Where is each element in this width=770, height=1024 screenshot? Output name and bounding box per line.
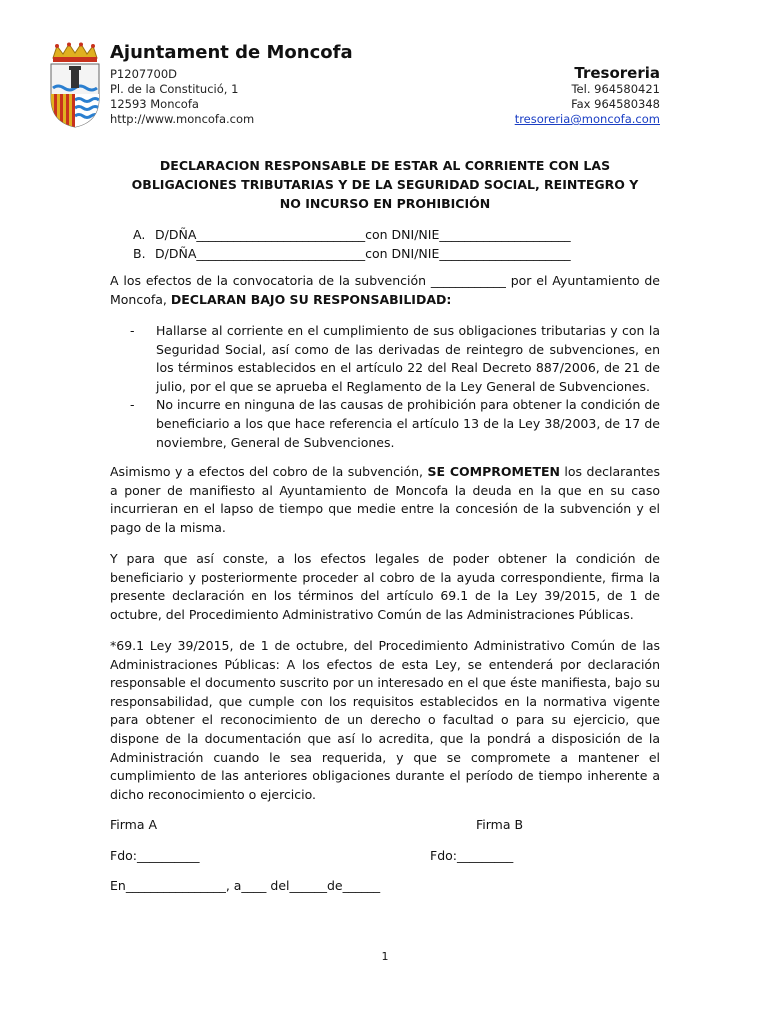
declarant-letter: B. [133,246,146,261]
declarants-list [133,225,571,263]
signature-label-a: Firma A [110,817,158,832]
place-date-field[interactable]: En________________, a____ del______de______ [110,878,381,893]
declaration-bullets [130,322,660,452]
title-line-1: DECLARACION RESPONSABLE DE ESTAR AL CORRIENTE CON LAS [159,158,611,173]
footnote-paragraph: *69.1 Ley 39/2015, de 1 de octubre, del Procedimiento Administrativo Común de las Administraciones Públicas: A los efectos de esta Ley, se entenderá por declaración responsable el documento suscrito por un interesado en el que éste manifiesta, bajo su responsabilidad, que cumple con los requisitos establecidos en la normativa vigente para obtener el reconocimiento de un derecho o facultad o para su ejercicio, que dispone de la documentación que así lo acredita, que la pondrá a disposición de la Administración cuando le sea requerida, y que se compromete a mantener el cumplimiento de las anteriores obligaciones durante el período de tiempo inherente a dicho reconocimiento o ejercicio. [110,638,660,802]
bullet-text: Hallarse al corriente en el cumplimiento de sus obligaciones tributarias y con la Seguridad Social, así como de las derivadas de reintegro de subvenciones, en los términos establecidos en el artículo 22 del Real Decreto 887/2006, de 21 de julio, por el que se aprueba el Reglamento de la Ley General de Subvenciones. [156,323,660,394]
org-street: Pl. de la Constitució, 1 [110,82,239,96]
dept-fax: Fax 964580348 [571,97,660,111]
commitment-after: los declarantes a poner de manifiesto al Ayuntamiento de Moncofa la deuda en la que en su caso incurrieran en el lapso de tiempo que medie entre la concesión de la subvención y el pago de la misma. [110,464,660,535]
declarant-b [133,244,571,263]
intro-declaration: DECLARAN BAJO SU RESPONSABILIDAD: [170,291,452,307]
org-website-link[interactable]: http://www.moncofa.com [110,112,255,126]
bullet-dash: - [130,323,135,338]
commitment-paragraph [110,463,660,537]
declarant-a [133,225,571,244]
declarant-field[interactable]: D/DÑA___________________________con DNI/NIE_____________________ [155,227,571,242]
department-name: Tresoreria [574,64,660,82]
organization-name: Ajuntament de Moncofa [110,42,353,63]
title-line-2: OBLIGACIONES TRIBUTARIAS Y DE LA SEGURIDAD SOCIAL, REINTEGRO Y [131,177,639,192]
closing-paragraph: Y para que así conste, a los efectos legales de poder obtener la condición de beneficiario y posteriormente proceder al cobro de la ayuda correspondiente, firma la presente declaración en los términos del artículo 69.1 de la Ley 39/2015, de 1 de octubre, del Procedimiento Administrativo Común de las Administraciones Públicas. [110,551,660,622]
intro-text: A los efectos de la convocatoria de la subvención ____________ por el Ayuntamiento de Moncofa, [110,273,660,307]
bullet-text: No incurre en ninguna de las causas de prohibición para obtener la condición de beneficiario a los que hace referencia el artículo 13 de la Ley 38/2003, de 17 de noviembre, General de Subvenciones. [156,397,660,450]
page-number: 1 [381,950,389,963]
org-city: 12593 Moncofa [110,97,199,111]
signature-label-b: Firma B [476,817,524,832]
intro-paragraph [110,272,660,309]
coat-of-arms-icon [47,42,103,128]
title-line-3: NO INCURSO EN PROHIBICIÓN [279,196,491,211]
dept-email-link[interactable]: tresoreria@moncofa.com [514,112,660,126]
declarant-field[interactable]: D/DÑA___________________________con DNI/NIE_____________________ [155,246,571,261]
organization-address [110,67,254,127]
document-title [110,156,660,213]
bullet-item [130,396,660,452]
declarant-letter: A. [133,227,146,242]
commitment-bold: SE COMPROMETEN [427,464,560,479]
org-tax-id: P1207700D [110,67,178,81]
bullet-dash: - [130,397,135,413]
bullet-item [130,322,660,396]
signer-name-field-a[interactable]: Fdo:__________ [110,848,200,863]
commitment-before: Asimismo y a efectos del cobro de la subvención, [110,464,428,479]
signer-name-field-b[interactable]: Fdo:_________ [430,848,514,863]
dept-phone: Tel. 964580421 [571,82,660,96]
department-contact [515,82,660,127]
